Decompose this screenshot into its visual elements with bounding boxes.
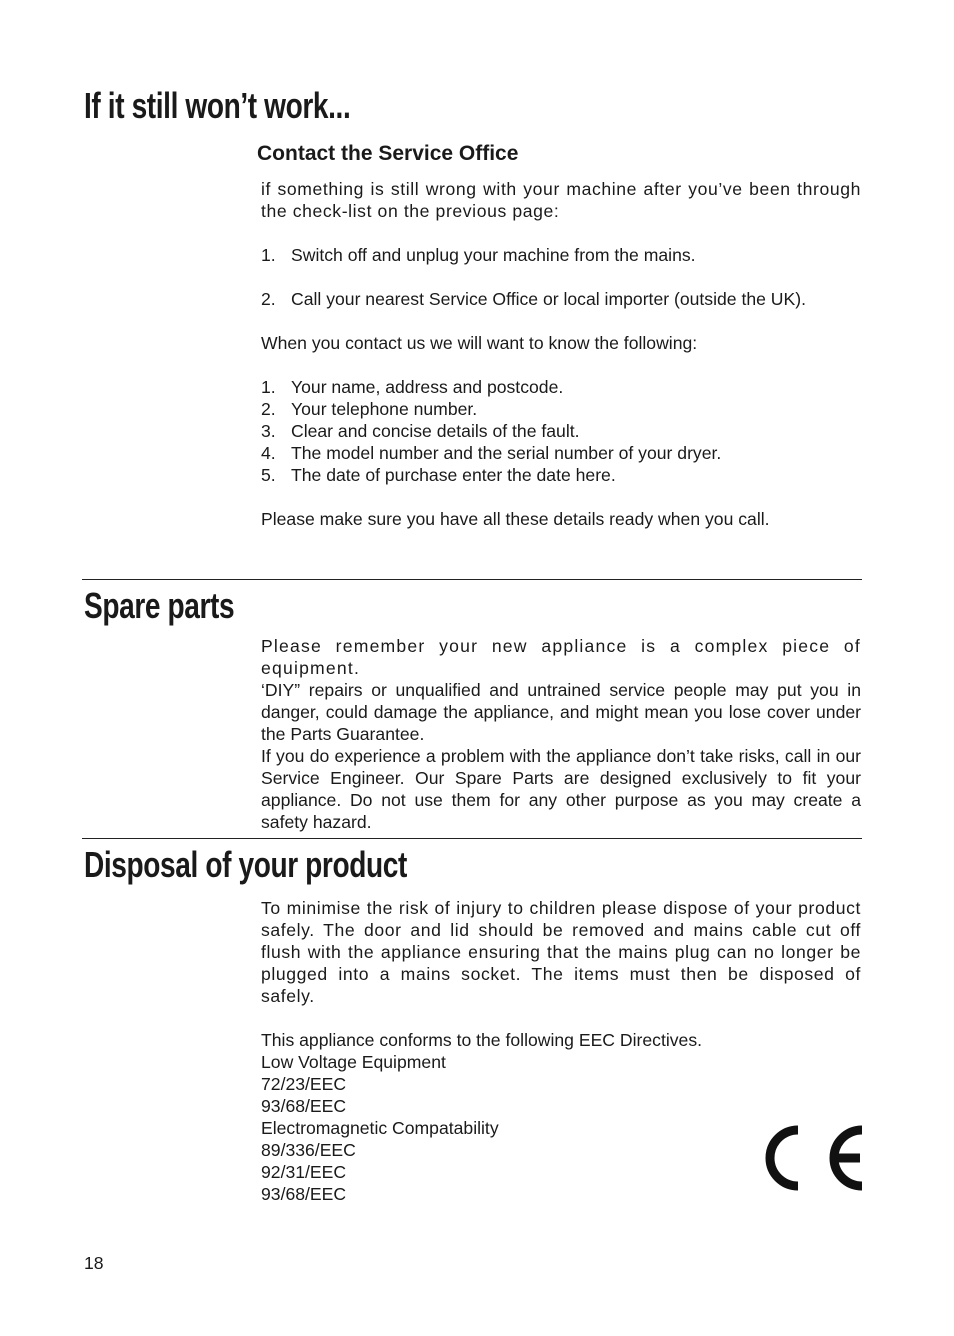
heading-spare-parts: Spare parts <box>84 585 235 626</box>
list-text: Call your nearest Service Office or local importer (outside the UK). <box>291 289 806 309</box>
list-number: 1. <box>261 377 276 397</box>
list-text: Your telephone number. <box>291 399 478 419</box>
directive-line: 89/336/EEC <box>261 1140 356 1160</box>
subheading-contact-service-office: Contact the Service Office <box>257 142 519 165</box>
page-number: 18 <box>84 1253 104 1273</box>
disposal-paragraph: To minimise the risk of injury to children please dispose of your product safely. The door and lid should be removed and mains cable cut off flush with the appliance ensuring that the mains plug can no longer be plugged into a mains socket. The items must then be disposed of safely. <box>261 898 861 1006</box>
heading-if-it-still-wont-work: If it still won’t work... <box>84 85 351 126</box>
list-text: The model number and the serial number of your dryer. <box>291 443 722 463</box>
list-text: Clear and concise details of the fault. <box>291 421 580 441</box>
steps-list <box>261 244 861 266</box>
list-item <box>261 376 861 398</box>
spare-parts-paragraph-3: If you do experience a problem with the appliance don’t take risks, call in our Service Engineer. Our Spare Parts are designed exclusively to fit your appliance. Do not use them for any other purpose as you may create a safety hazard. <box>261 746 861 832</box>
list-text: Your name, address and postcode. <box>291 377 564 397</box>
directive-line: 93/68/EEC <box>261 1096 347 1116</box>
spare-parts-paragraph-1: Please remember your new appliance is a complex piece of equipment. <box>261 636 861 678</box>
directives-intro: This appliance conforms to the following EEC Directives. <box>261 1030 703 1050</box>
list-text: The date of purchase enter the date here. <box>291 465 616 485</box>
ce-mark-icon <box>760 1122 864 1194</box>
details-list <box>261 376 861 486</box>
directive-line: 72/23/EEC <box>261 1074 347 1094</box>
directive-line: Low Voltage Equipment <box>261 1052 446 1072</box>
section-divider <box>82 579 862 580</box>
closing-paragraph: Please make sure you have all these details ready when you call. <box>261 509 770 529</box>
list-item <box>261 420 861 442</box>
directive-line: Electromagnetic Compatability <box>261 1118 499 1138</box>
section-contact-body <box>261 178 861 530</box>
list-item <box>261 464 861 486</box>
list-item <box>261 398 861 420</box>
section-spare-parts-body <box>261 635 861 833</box>
list-number: 1. <box>261 245 276 265</box>
directive-line: 92/31/EEC <box>261 1162 347 1182</box>
list-number: 3. <box>261 421 276 441</box>
section-divider <box>82 838 862 839</box>
spare-parts-paragraph-2: ‘DIY” repairs or unqualified and untrained service people may put you in danger, could damage the appliance, and might mean you lose cover under the Parts Guarantee. <box>261 680 861 744</box>
list-number: 2. <box>261 399 276 419</box>
want-intro-paragraph: When you contact us we will want to know the following: <box>261 333 698 353</box>
list-text: Switch off and unplug your machine from the mains. <box>291 245 696 265</box>
directive-line: 93/68/EEC <box>261 1184 347 1204</box>
intro-paragraph: if something is still wrong with your machine after you’ve been through the check-list on the previous page: <box>261 179 861 221</box>
list-item <box>261 442 861 464</box>
list-number: 5. <box>261 465 276 485</box>
list-number: 4. <box>261 443 276 463</box>
list-item <box>261 244 861 266</box>
list-number: 2. <box>261 289 276 309</box>
heading-disposal: Disposal of your product <box>84 844 407 885</box>
list-item <box>261 288 861 310</box>
steps-list-2 <box>261 288 861 310</box>
